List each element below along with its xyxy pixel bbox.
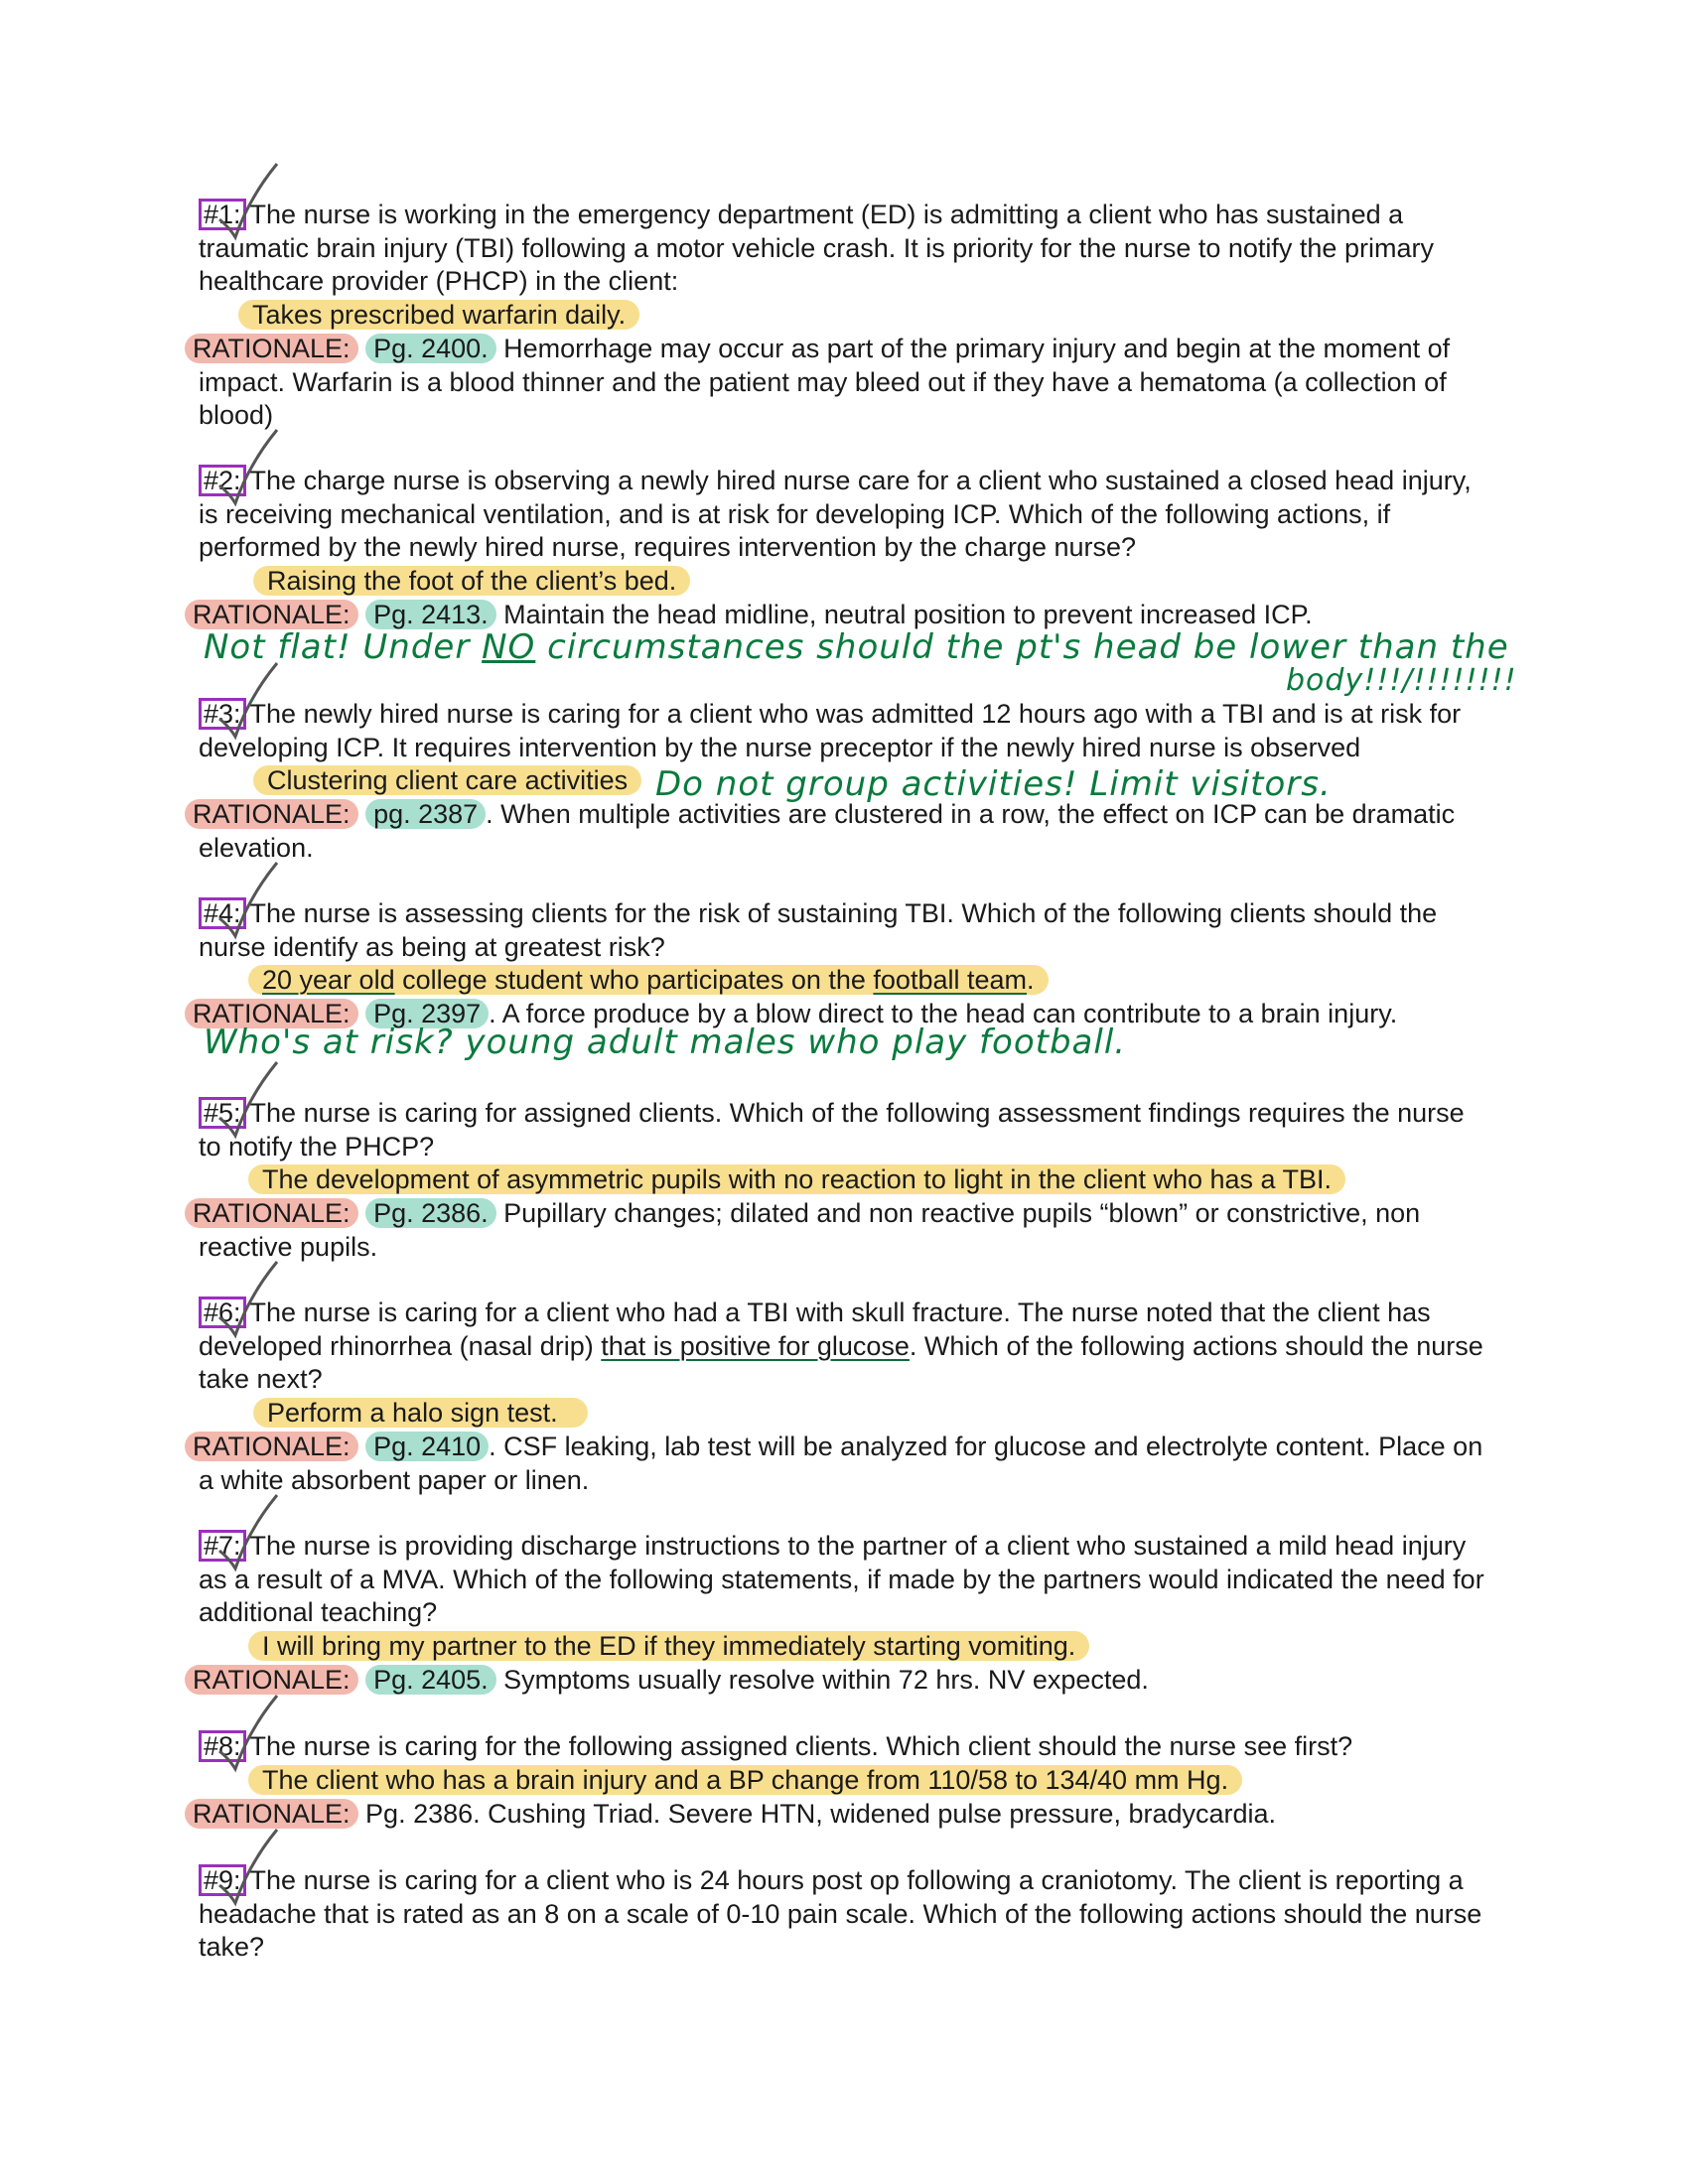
question-5 — [199, 1097, 1489, 1163]
page-reference: Pg. 2405. — [365, 1665, 496, 1695]
question-number-box: #3: — [199, 698, 246, 730]
answer-4 — [248, 964, 1049, 997]
question-text: The nurse is working in the emergency department (ED) is admitting a client who has sustained a traumatic brain injury (TBI) following a motor vehicle crash. It is priority for the nurse to notify the primary healthcare provider (PHCP) in the client: — [199, 200, 1434, 296]
question-1 — [199, 199, 1489, 299]
answer-highlight: 20 year old college student who participates on the football team. — [248, 965, 1049, 995]
handwritten-note: Do not group activities! Limit visitors. — [655, 764, 1332, 804]
rationale-label: RATIONALE: — [185, 1198, 358, 1228]
question-3 — [199, 698, 1489, 764]
question-9 — [199, 1864, 1489, 1965]
question-text: The nurse is assessing clients for the risk of sustaining TBI. Which of the following clients should the nurse identify as being at greatest risk? — [199, 898, 1438, 962]
question-number-box: #5: — [199, 1097, 246, 1129]
question-8 — [199, 1730, 1489, 1764]
answer-highlight: I will bring my partner to the ED if they immediately starting vomiting. — [248, 1631, 1089, 1661]
question-text: The newly hired nurse is caring for a client who was admitted 12 hours ago with a TBI and is at risk for developing ICP. It requires intervention by the nurse preceptor if the newly hired nurse is observed — [199, 699, 1462, 762]
answer-highlight: Takes prescribed warfarin daily. — [238, 300, 639, 330]
rationale-text: Maintain the head midline, neutral position to prevent increased ICP. — [495, 600, 1313, 629]
page-reference: pg. 2387 — [365, 799, 486, 829]
page-reference: Pg. 2400. — [365, 334, 496, 363]
question-text: The nurse is caring for assigned clients. Which of the following assessment findings requires the nurse to notify the PHCP? — [199, 1098, 1465, 1161]
question-text: The charge nurse is observing a newly hired nurse care for a client who sustained a closed head injury, is receiving mechanical ventilation, and is at risk for developing ICP. Which of the following actions, if performed by the newly hired nurse, requires intervention by the charge nurse? — [199, 466, 1472, 562]
answer-7 — [248, 1630, 1089, 1663]
answer-highlight: Clustering client care activities — [253, 765, 641, 795]
answer-highlight: The client who has a brain injury and a BP change from 110/58 to 134/40 mm Hg. — [248, 1765, 1242, 1795]
handwritten-note: Who's at risk? young adult males who play football. — [204, 1023, 1127, 1062]
answer-highlight: Perform a halo sign test. — [253, 1398, 588, 1428]
rationale-text: Pg. 2386. Cushing Triad. Severe HTN, widened pulse pressure, bradycardia. — [357, 1799, 1277, 1829]
rationale-text: Hemorrhage may occur as part of the primary injury and begin at the moment of impact. Warfarin is a blood thinner and the patient may bleed out if they have a hematoma (a collection of blood) — [199, 334, 1451, 430]
question-number-box: #7: — [199, 1530, 246, 1562]
answer-2 — [253, 565, 690, 598]
rationale-label: RATIONALE: — [185, 334, 358, 363]
question-number-box: #2: — [199, 465, 246, 496]
answer-1 — [238, 299, 639, 332]
answer-6 — [253, 1397, 588, 1430]
rationale-text: Symptoms usually resolve within 72 hrs. NV expected. — [495, 1665, 1149, 1695]
answer-highlight: The development of asymmetric pupils with no reaction to light in the client who has a TBI. — [248, 1164, 1345, 1194]
rationale-8 — [193, 1798, 1489, 1832]
answer-5 — [248, 1163, 1345, 1196]
rationale-3 — [193, 798, 1489, 865]
answer-highlight: Raising the foot of the client’s bed. — [253, 566, 690, 596]
answer-3 — [253, 764, 641, 797]
question-number-box: #4: — [199, 897, 246, 929]
rationale-text: . CSF leaking, lab test will be analyzed for glucose and electrolyte content. Place on a white absorbent paper or linen. — [199, 1432, 1483, 1495]
handwritten-note-continued: body!!!/!!!!!!!! — [1286, 663, 1517, 698]
question-text: The nurse is caring for the following assigned clients. Which client should the nurse see first? — [249, 1731, 1353, 1761]
question-7 — [199, 1530, 1489, 1630]
page-reference: Pg. 2386. — [365, 1198, 496, 1228]
question-number-box: #8: — [199, 1730, 246, 1762]
rationale-label: RATIONALE: — [185, 999, 358, 1028]
question-text: The nurse is caring for a client who is 24 hours post op following a craniotomy. The client is reporting a headache that is rated as an 8 on a scale of 0-10 pain scale. Which of the following actions should the nurse take? — [199, 1865, 1482, 1962]
rationale-label: RATIONALE: — [185, 1665, 358, 1695]
rationale-label: RATIONALE: — [185, 600, 358, 629]
answer-8 — [248, 1764, 1242, 1797]
question-number-box: #9: — [199, 1864, 246, 1896]
rationale-1 — [193, 333, 1489, 433]
rationale-label: RATIONALE: — [185, 799, 358, 829]
rationale-5 — [193, 1197, 1489, 1264]
rationale-text: Pupillary changes; dilated and non reactive pupils “blown” or constrictive, non reactive pupils. — [199, 1198, 1421, 1262]
page-reference: Pg. 2397 — [365, 999, 489, 1028]
rationale-label: RATIONALE: — [185, 1799, 358, 1829]
rationale-6 — [193, 1431, 1489, 1497]
rationale-7 — [193, 1664, 1489, 1698]
question-2 — [199, 465, 1489, 565]
rationale-text: . A force produce by a blow direct to the head can contribute to a brain injury. — [489, 999, 1398, 1028]
question-number-box: #1: — [199, 199, 246, 230]
question-text: The nurse is providing discharge instructions to the partner of a client who sustained a mild head injury as a result of a MVA. Which of the following statements, if made by the partners would indicated the need for additional teaching? — [199, 1531, 1484, 1627]
question-6 — [199, 1297, 1489, 1397]
rationale-label: RATIONALE: — [185, 1432, 358, 1461]
question-4 — [199, 897, 1489, 964]
page-reference: Pg. 2410 — [365, 1432, 489, 1461]
rationale-text: . When multiple activities are clustered in a row, the effect on ICP can be dramatic elevation. — [199, 799, 1456, 863]
question-number-box: #6: — [199, 1297, 246, 1328]
handwritten-note: Not flat! Under NO circumstances should the pt's head be lower than the — [204, 627, 1509, 667]
page-reference: Pg. 2413. — [365, 600, 496, 629]
question-text: The nurse is caring for a client who had a TBI with skull fracture. The nurse noted that the client has developed rhinorrhea (nasal drip) that is positive for glucose. Which of the following actions should the nurse take next? — [199, 1297, 1483, 1394]
